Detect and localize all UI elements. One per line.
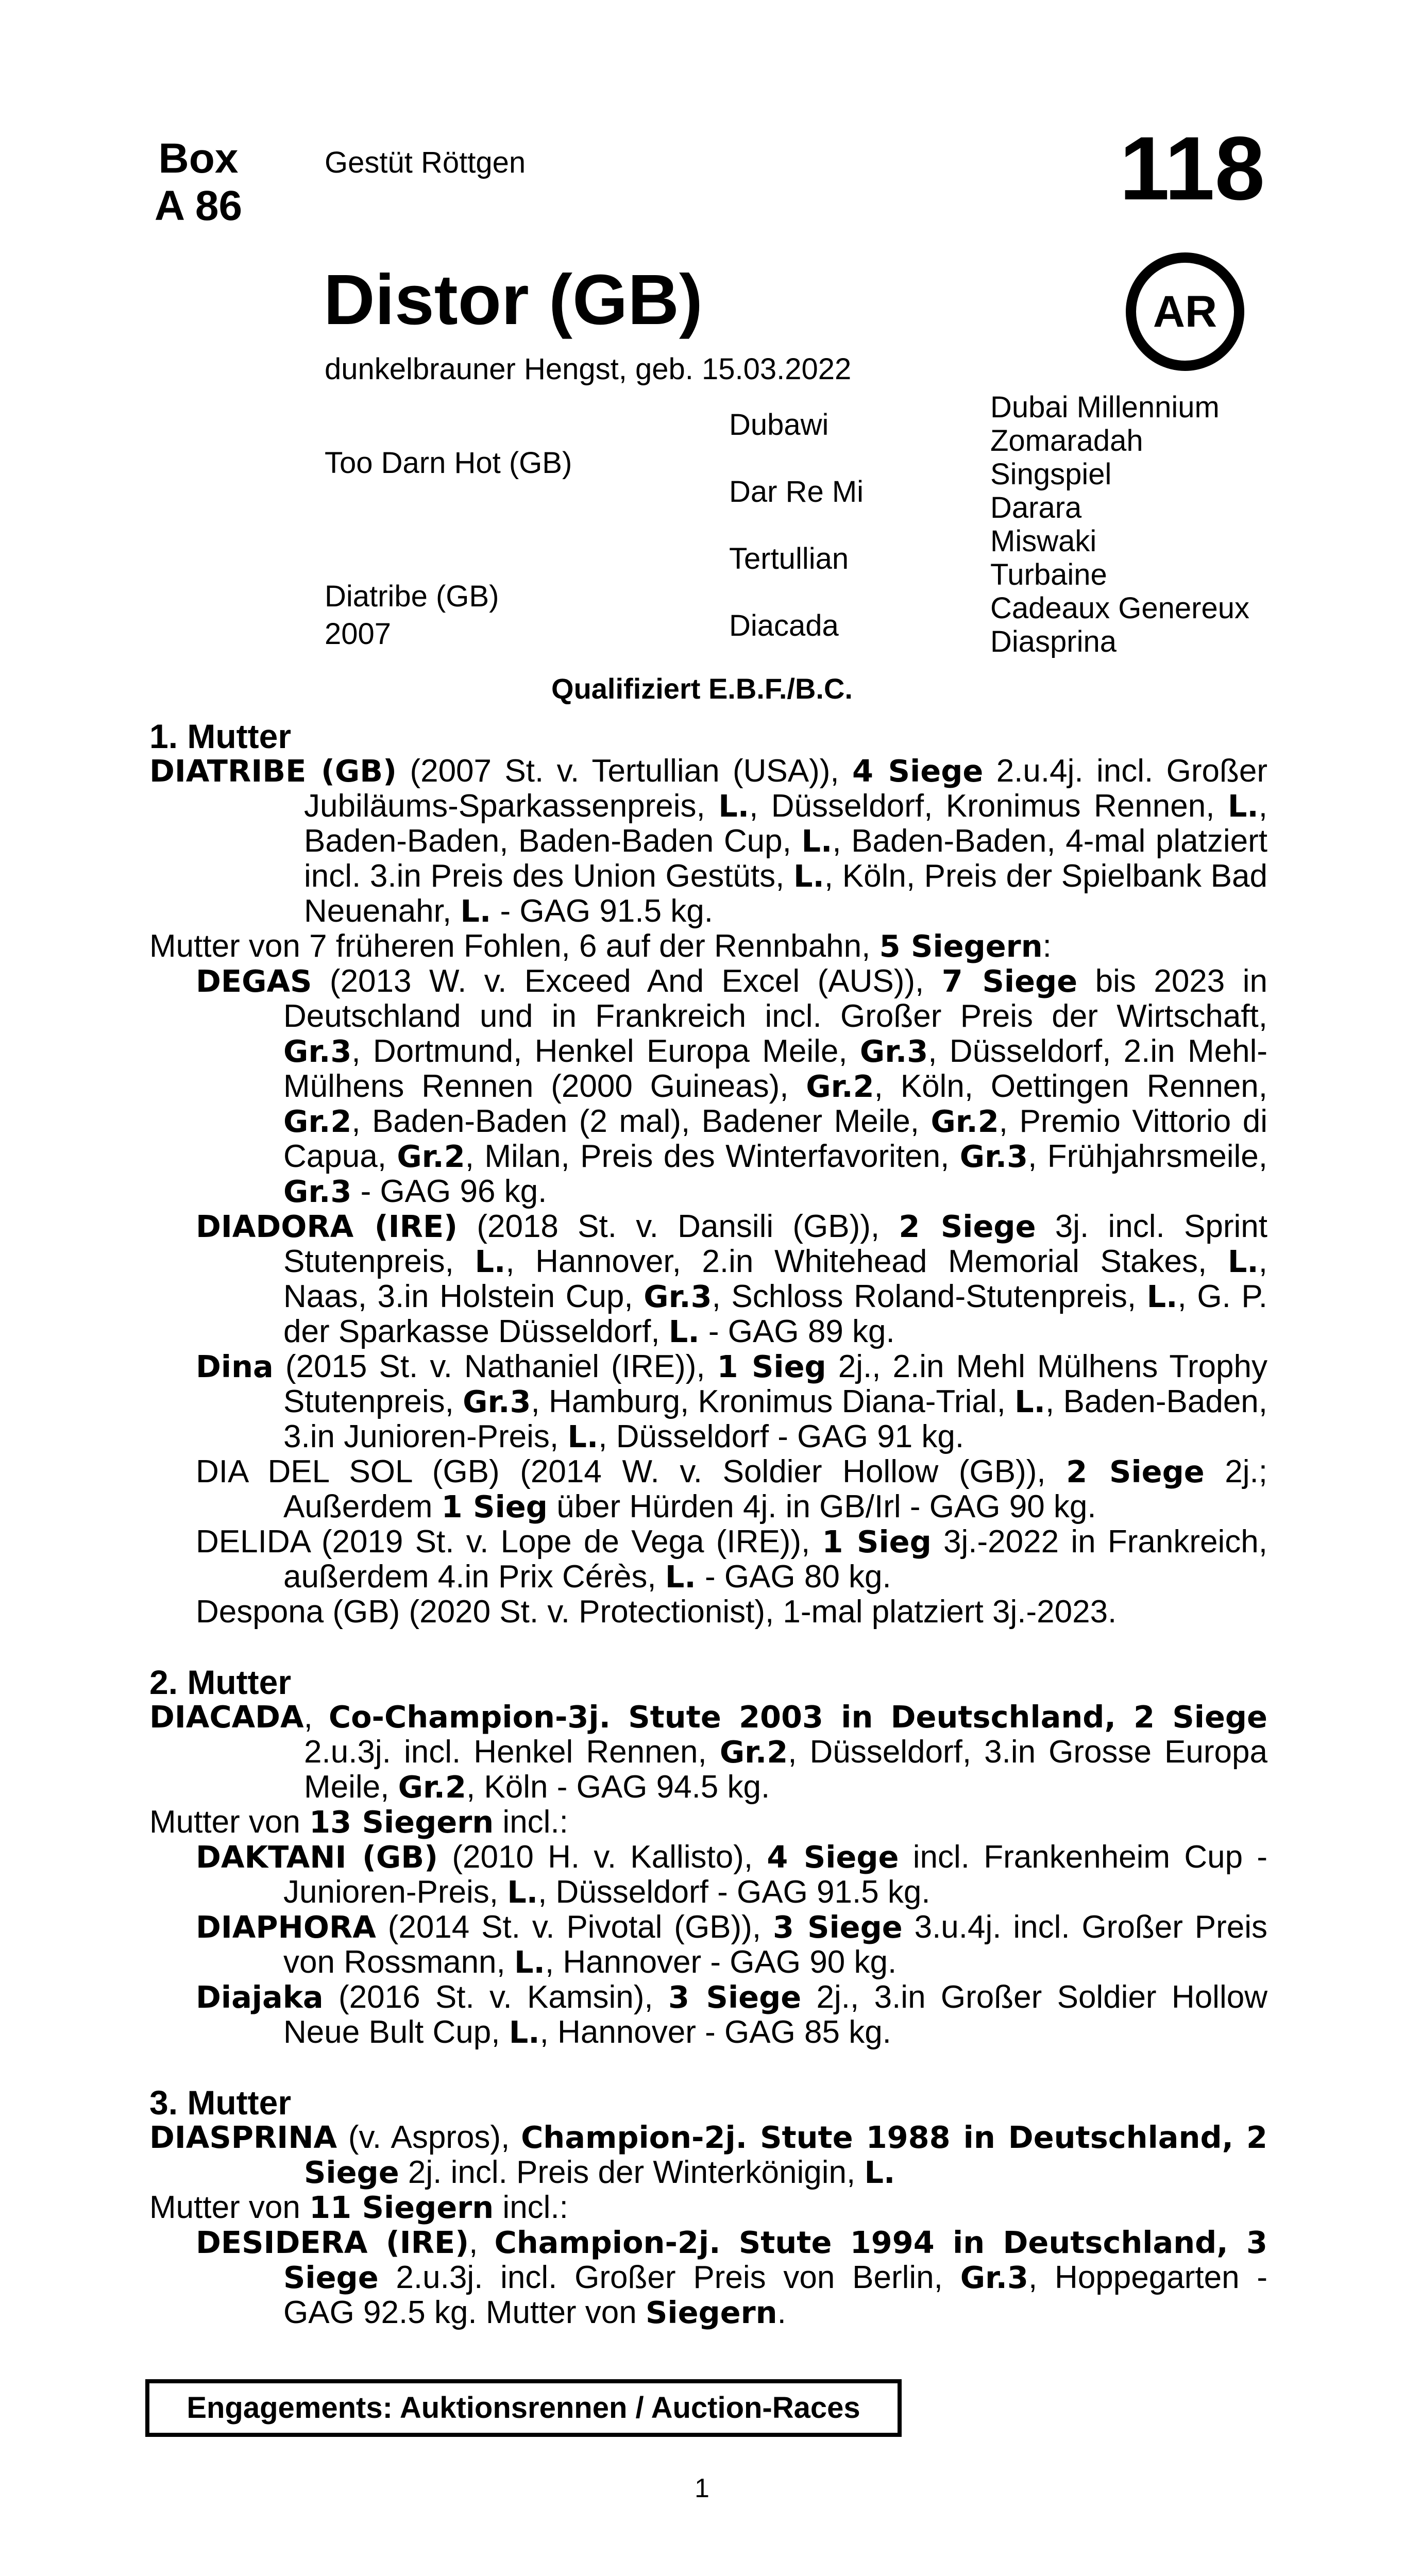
lot-number: 118 bbox=[1119, 118, 1265, 219]
pedigree-great-grandparent: Singspiel bbox=[990, 457, 1112, 491]
offspring-entry: Despona (GB) (2020 St. v. Protectionist), 1-mal platziert 3j.-2023. bbox=[196, 1594, 1117, 1630]
section-3-mutter bbox=[149, 2085, 1267, 2330]
page-number: 1 bbox=[695, 2473, 709, 2503]
section-2-mutter bbox=[149, 1665, 1267, 2050]
section-heading: 2. Mutter bbox=[149, 1663, 292, 1701]
offspring-entry: DIA DEL SOL (GB) (2014 W. v. Soldier Hollow (GB)), 2 Siege 2j.; Außerdem 1 Sieg über Hürden 4j. in GB/Irl - GAG 90 kg. bbox=[196, 1454, 1267, 1524]
dam-entry: DIACADA, Co-Champion-3j. Stute 2003 in Deutschland, 2 Siege 2.u.3j. incl. Henkel Rennen, Gr.2, Düsseldorf, 3.in Grosse Europa Meile, Gr.2, Köln - GAG 94.5 kg. bbox=[149, 1699, 1267, 1805]
pedigree-grandparent: Dar Re Mi bbox=[729, 475, 864, 509]
offspring-entry: DELIDA (2019 St. v. Lope de Vega (IRE)), 1 Sieg 3j.-2022 in Frankreich, außerdem 4.in Prix Cérès, L. - GAG 80 kg. bbox=[196, 1524, 1267, 1595]
pedigree-great-grandparent: Darara bbox=[990, 491, 1082, 524]
offspring-entry: DESIDERA (IRE), Champion-2j. Stute 1994 in Deutschland, 3 Siege 2.u.3j. incl. Großer Preis von Berlin, Gr.3, Hoppegarten - GAG 92.5 kg. Mutter von Siegern. bbox=[196, 2225, 1268, 2330]
offspring-list bbox=[149, 2225, 1267, 2330]
horse-description: dunkelbrauner Hengst, geb. 15.03.2022 bbox=[325, 352, 852, 386]
produce-intro: Mutter von 11 Siegern incl.: bbox=[149, 2190, 568, 2225]
offspring-entry: DIADORA (IRE) (2018 St. v. Dansili (GB)), 2 Siege 3j. incl. Sprint Stutenpreis, L., Hannover, 2.in Whitehead Memorial Stakes, L., Naas, 3.in Holstein Cup, Gr.3, Schloss Roland-Stutenpreis, L., G. P. der Sparkasse Düsseldorf, L. - GAG 89 kg. bbox=[196, 1209, 1267, 1349]
offspring-entry: Dina (2015 St. v. Nathaniel (IRE)), 1 Sieg 2j., 2.in Mehl Mülhens Trophy Stutenpreis, Gr.3, Hamburg, Kronimus Diana-Trial, L., Baden-Baden, 3.in Junioren-Preis, L., Düsseldorf - GAG 91 kg. bbox=[196, 1349, 1268, 1454]
offspring-entry: DEGAS (2013 W. v. Exceed And Excel (AUS)), 7 Siege bis 2023 in Deutschland und in Frankreich incl. Großer Preis der Wirtschaft, Gr.3, Dortmund, Henkel Europa Meile, Gr.3, Düsseldorf, 2.in Mehl-Mülhens Rennen (2000 Guineas), Gr.2, Köln, Oettingen Rennen, Gr.2, Baden-Baden (2 mal), Badener Meile, Gr.2, Premio Vittorio di Capua, Gr.2, Milan, Preis des Winterfavoriten, Gr.3, Frühjahrsmeile, Gr.3 - GAG 96 kg. bbox=[196, 963, 1268, 1209]
dam-entry: DIASPRINA (v. Aspros), Champion-2j. Stute 1988 in Deutschland, 2 Siege 2j. incl. Preis der Winterkönigin, L. bbox=[149, 2120, 1267, 2190]
pedigree-sire: Too Darn Hot (GB) bbox=[325, 446, 572, 480]
qualification: Qualifiziert E.B.F./B.C. bbox=[551, 672, 853, 705]
pedigree-great-grandparent: Turbaine bbox=[990, 558, 1107, 591]
pedigree-great-grandparent: Dubai Millennium bbox=[990, 391, 1220, 424]
pedigree-grandparent: Dubawi bbox=[729, 408, 829, 442]
pedigree-dam: Diatribe (GB) bbox=[325, 580, 499, 613]
section-heading: 1. Mutter bbox=[149, 717, 292, 755]
dam-entry: DIATRIBE (GB) (2007 St. v. Tertullian (USA)), 4 Siege 2.u.4j. incl. Großer Jubiläums-Sparkassenpreis, L., Düsseldorf, Kronimus Rennen, L., Baden-Baden, Baden-Baden Cup, L., Baden-Baden, 4-mal platziert incl. 3.in Preis des Union Gestüts, L., Köln, Preis der Spielbank Bad Neuenahr, L. - GAG 91.5 kg. bbox=[149, 753, 1267, 929]
pedigree-great-grandparent: Zomaradah bbox=[990, 424, 1143, 457]
produce-intro: Mutter von 7 früheren Fohlen, 6 auf der Rennbahn, 5 Siegern: bbox=[149, 928, 1052, 964]
engagements-box: Engagements: Auktionsrennen / Auction-Races bbox=[145, 2379, 902, 2437]
box-label bbox=[129, 135, 268, 230]
offspring-list bbox=[149, 1840, 1267, 2050]
box-number: A 86 bbox=[154, 182, 243, 229]
consignor: Gestüt Röttgen bbox=[325, 146, 526, 179]
section-1-mutter bbox=[149, 719, 1267, 1630]
pedigree-great-grandparent: Miswaki bbox=[990, 524, 1097, 558]
offspring-entry: DAKTANI (GB) (2010 H. v. Kallisto), 4 Siege incl. Frankenheim Cup - Junioren-Preis, L., Düsseldorf - GAG 91.5 kg. bbox=[196, 1839, 1267, 1910]
box-label-text: Box bbox=[158, 135, 239, 182]
catalogue-body bbox=[149, 719, 1267, 2330]
pedigree-great-grandparent: Cadeaux Genereux bbox=[990, 591, 1249, 625]
pedigree-grandparent: Tertullian bbox=[729, 542, 849, 575]
offspring-list bbox=[149, 964, 1267, 1630]
section-heading: 3. Mutter bbox=[149, 2083, 292, 2122]
offspring-entry: DIAPHORA (2014 St. v. Pivotal (GB)), 3 Siege 3.u.4j. incl. Großer Preis von Rossmann, L., Hannover - GAG 90 kg. bbox=[196, 1909, 1267, 1980]
pedigree-grandparent: Diacada bbox=[729, 609, 839, 642]
produce-intro: Mutter von 13 Siegern incl.: bbox=[149, 1804, 568, 1840]
pedigree-dam-year: 2007 bbox=[325, 617, 392, 651]
pedigree-great-grandparent: Diasprina bbox=[990, 625, 1117, 658]
offspring-entry: Diajaka (2016 St. v. Kamsin), 3 Siege 2j., 3.in Großer Soldier Hollow Neue Bult Cup, L., Hannover - GAG 85 kg. bbox=[196, 1979, 1267, 2050]
ar-badge: AR bbox=[1126, 252, 1244, 371]
horse-name: Distor (GB) bbox=[324, 260, 703, 340]
